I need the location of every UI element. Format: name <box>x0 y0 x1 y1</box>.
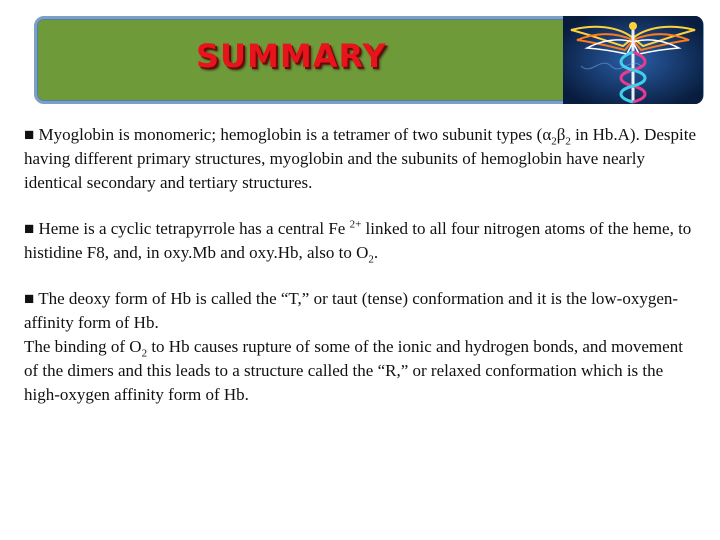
subscript: 2 <box>368 253 374 266</box>
caduceus-icon <box>563 16 703 104</box>
text: Heme is a cyclic tetrapyrrole has a central Fe <box>34 219 350 238</box>
bullet: ■ <box>24 125 35 144</box>
paragraph-binding <box>24 335 700 407</box>
paragraph-myoglobin <box>24 123 700 195</box>
superscript: 2+ <box>349 218 362 231</box>
bullet: ■ <box>24 219 35 238</box>
summary-body <box>24 123 700 407</box>
text: Myoglobin is monomeric; hemoglobin is a tetramer of two subunit types (α <box>34 125 552 144</box>
text: The binding of O <box>24 337 142 356</box>
text: The deoxy form of Hb is called the “T,” or taut (tense) conformation and it is the low-oxygen-affinity form of Hb. <box>24 289 679 332</box>
paragraph-heme <box>24 217 700 265</box>
bullet: ■ <box>24 289 35 308</box>
text: linked to all four nitrogen atoms of the heme, to histidine F8, and, in oxy.Mb and oxy.Hb, also to O <box>24 219 692 262</box>
text: to Hb causes rupture of some of the ionic and hydrogen bonds, and movement of the dimers and this leads to a structure called the “R,” or relaxed conformation which is the high-oxygen affinity form of Hb. <box>24 337 683 404</box>
paragraph-deoxy <box>24 287 700 335</box>
slide-title: SUMMARY <box>196 37 387 75</box>
subscript: 2 <box>565 135 571 148</box>
text: β <box>556 125 566 144</box>
text: . <box>373 243 379 262</box>
text: in Hb.A). Despite having different primary structures, myoglobin and the subunits of hemoglobin have nearly identical secondary and tertiary structures. <box>24 125 697 192</box>
subscript: 2 <box>141 347 148 360</box>
subscript: 2 <box>551 135 557 148</box>
